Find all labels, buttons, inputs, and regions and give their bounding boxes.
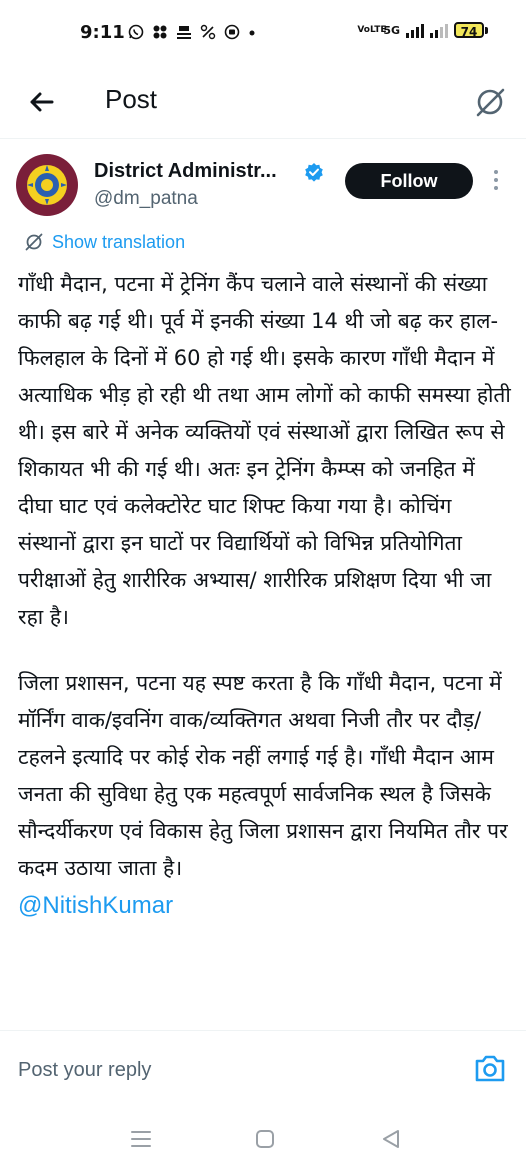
post-author [0, 150, 526, 220]
home-square-icon[interactable] [250, 1124, 280, 1154]
news-icon [176, 24, 192, 44]
dot-icon [248, 24, 256, 44]
status-time: 9:11 [80, 22, 125, 43]
status-right [357, 22, 488, 38]
post-paragraph-2: जिला प्रशासन, पटना यह स्पष्ट करता है कि गाँधी मैदान, पटना में मॉर्निंग वाक/इवनिंग वाक/व्यक्तिगत अथवा निजी तौर पर दौड़/टहलने इत्यादि पर कोई रोक नहीं लगाई गई है। गाँधी मैदान आम जनता की सुविधा हेतु एक महत्वपूर्ण सार्वजनिक स्थल है जिसके सौन्दर्यीकरण एवं विकास हेतु जिला प्रशासन द्वारा नियमित तौर पर कदम उठाया जाता है। [18, 671, 508, 880]
whatsapp-icon [128, 24, 144, 44]
verified-badge-icon [304, 162, 324, 182]
back-triangle-icon[interactable] [376, 1124, 406, 1154]
author-handle[interactable]: @dm_patna [94, 188, 198, 209]
back-button[interactable] [24, 84, 60, 120]
show-translation-link[interactable] [24, 230, 185, 254]
media-icon [224, 24, 240, 44]
battery-level: 74 [454, 22, 484, 38]
percent-icon [200, 24, 216, 44]
status-bar [0, 0, 526, 70]
camera-button[interactable] [474, 1053, 506, 1083]
mention-link[interactable]: @NitishKumar [18, 892, 174, 919]
signal-strength-2-icon [430, 22, 448, 38]
translate-slash-icon [472, 84, 508, 120]
signal-strength-icon [406, 22, 424, 38]
author-name[interactable]: District Administr... [94, 160, 277, 182]
camera-icon [474, 1053, 506, 1083]
reply-bar [0, 1030, 526, 1107]
translate-button[interactable] [472, 84, 508, 120]
show-translation-label: Show translation [52, 231, 186, 252]
post-text [18, 266, 512, 924]
volte-indicator: VoLTE [357, 24, 387, 35]
network-type: 5G [383, 23, 400, 37]
pinwheel-icon [152, 24, 168, 44]
arrow-left-icon [24, 84, 60, 120]
follow-button[interactable]: Follow [345, 163, 473, 199]
notification-icons [128, 24, 256, 44]
post-paragraph-1: गाँधी मैदान, पटना में ट्रेनिंग कैंप चलाने वाले संस्थानों की संख्या काफी बढ़ गई थी। पूर्व में इनकी संख्या 14 थी जो बढ़ कर हाल-फिलहाल के दिनों में 60 हो गई थी। इसके कारण गाँधी मैदान में अत्याधिक भीड़ हो रही थी तथा आम लोगों को काफी समस्या होती थी। इस बारे में अनेक व्यक्तियों एवं संस्थाओं द्वारा लिखित रूप से शिकायत भी की गई थी। अतः इन ट्रेनिंग कैम्प्स को जनहित में दीघा घाट एवं कलेक्टोरेट घाट शिफ्ट किया गया है। कोचिंग संस्थानों द्वारा इन घाटों पर विद्यार्थियों को विभिन्न प्रतियोगिता परीक्षाओं हेतु शारीरिक अभ्यास/ शारीरिक प्रशिक्षण दिया भी जा रहा है। [18, 272, 511, 629]
battery-icon [454, 22, 488, 38]
page-title: Post [105, 84, 158, 114]
system-nav-bar [0, 1110, 526, 1169]
translate-icon [24, 232, 44, 252]
menu-icon[interactable] [126, 1124, 156, 1154]
top-app-bar [0, 70, 526, 139]
reply-input[interactable] [16, 1045, 460, 1095]
avatar[interactable] [16, 154, 78, 216]
more-options-icon[interactable] [488, 170, 504, 194]
